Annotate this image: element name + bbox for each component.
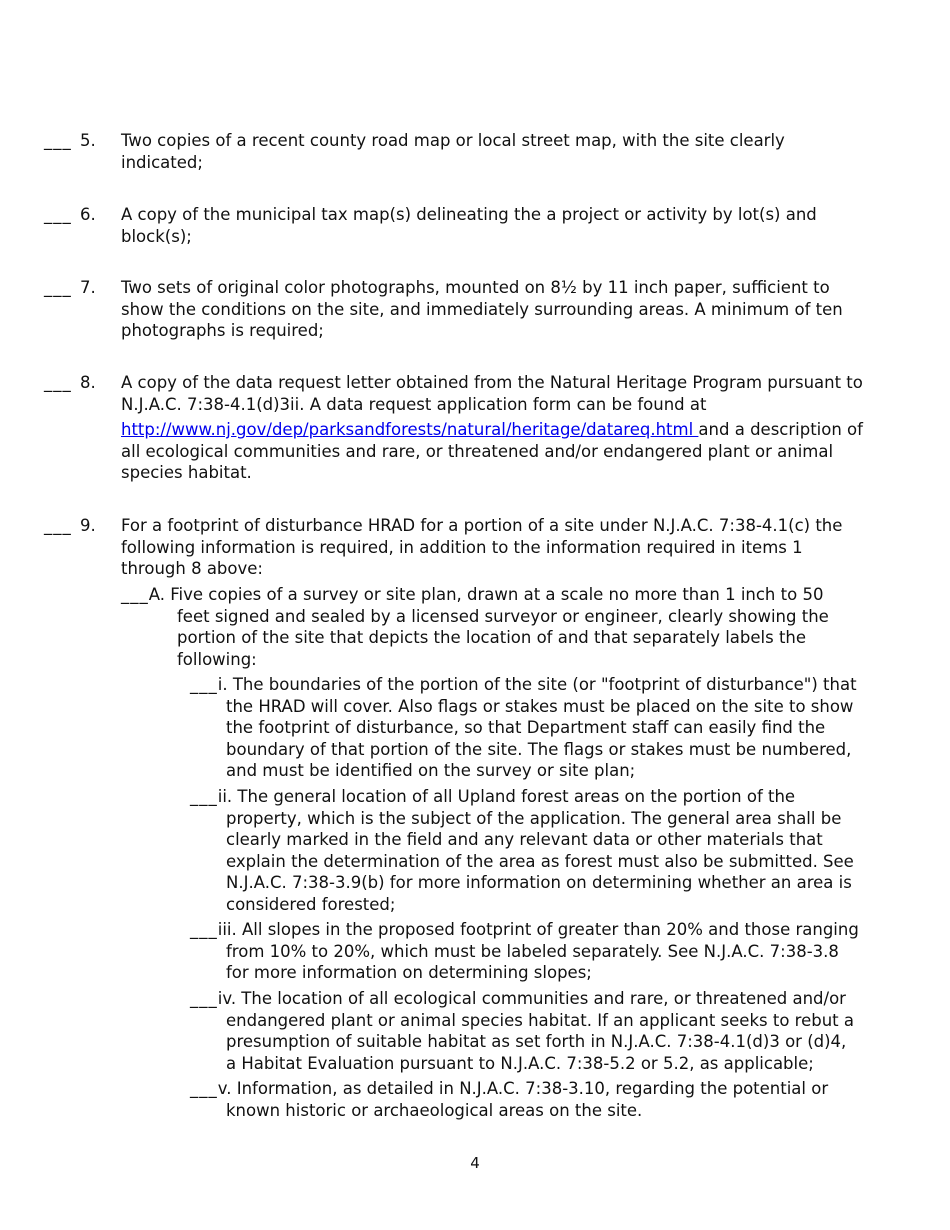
item-text xyxy=(121,372,866,484)
item-text-continuation: and a description of all ecological communities and rare, or threatened and/or endangered plant or animal species habitat. xyxy=(121,420,863,482)
checkbox-blank[interactable]: ___ xyxy=(121,585,149,604)
sub-item-text: iii. All slopes in the proposed footprint of greater than 20% and those ranging from 10% to 20%, which must be labeled separately. See N.J.A.C. 7:38-3.8 for more information on determining slopes; xyxy=(217,920,859,982)
item-text: For a footprint of disturbance HRAD for a portion of a site under N.J.A.C. 7:38-4.1(c) the following information is required, in addition to the information required in items 1 through 8 above: xyxy=(121,516,843,578)
checkbox-blank[interactable]: ___ xyxy=(190,920,218,939)
item-text: Two sets of original color photographs, mounted on 8½ by 11 inch paper, sufficient to show the conditions on the site, and immediately surrounding areas. A minimum of ten photographs is required; xyxy=(121,278,843,340)
sub-item-iii xyxy=(190,919,860,984)
sub-item-text: v. Information, as detailed in N.J.A.C. 7:38-3.10, regarding the potential or known historic or archaeological areas on the site. xyxy=(217,1079,829,1120)
item-number: 5. xyxy=(80,131,96,150)
checkbox-blank[interactable]: ___ xyxy=(44,516,72,535)
checkbox-blank[interactable]: ___ xyxy=(44,131,72,150)
checkbox-blank[interactable]: ___ xyxy=(190,1079,218,1098)
sub-item-ii xyxy=(190,786,860,915)
item-number: 6. xyxy=(80,205,96,224)
sub-item-text: i. The boundaries of the portion of the site (or "footprint of disturbance") that the HRAD will cover. Also flags or stakes must be placed on the site to show the footprint of disturbance, so that Department staff can easily find the boundary of that portion of the site. The flags or stakes must be numbered, and must be identified on the survey or site plan; xyxy=(217,675,857,780)
checkbox-blank[interactable]: ___ xyxy=(44,205,72,224)
sub-item-text: iv. The location of all ecological communities and rare, or threatened and/or endangered plant or animal species habitat. If an applicant seeks to rebut a presumption of suitable habitat as set forth in N.J.A.C. 7:38-4.1(d)3 or (d)4, a Habitat Evaluation pursuant to N.J.A.C. 7:38-5.2 or 5.2, as applicable; xyxy=(217,989,854,1073)
checkbox-blank[interactable]: ___ xyxy=(190,989,218,1008)
item-text: Two copies of a recent county road map or local street map, with the site clearly indicated; xyxy=(121,131,785,172)
checkbox-blank[interactable]: ___ xyxy=(44,373,72,392)
checkbox-blank[interactable]: ___ xyxy=(44,278,72,297)
item-number: 9. xyxy=(80,516,96,535)
sub-item-text: A. Five copies of a survey or site plan, drawn at a scale no more than 1 inch to 50 feet signed and sealed by a licensed surveyor or engineer, clearly showing the portion of the site that depicts the location of and that separately labels the following: xyxy=(148,585,829,669)
sub-item-v xyxy=(190,1078,860,1121)
item-text-intro: A copy of the data request letter obtained from the Natural Heritage Program pursuant to N.J.A.C. 7:38-4.1(d)3ii. A data request application form can be found at xyxy=(121,373,863,414)
natural-heritage-link[interactable]: http://www.nj.gov/dep/parksandforests/natural/heritage/datareq.html xyxy=(121,420,699,439)
page-number: 4 xyxy=(470,1154,480,1172)
checkbox-blank[interactable]: ___ xyxy=(190,675,218,694)
item-number: 8. xyxy=(80,373,96,392)
sub-item-iv xyxy=(190,988,860,1074)
item-text: A copy of the municipal tax map(s) delineating the a project or activity by lot(s) and block(s); xyxy=(121,205,817,246)
sub-item-i xyxy=(190,674,860,782)
sub-item-text: ii. The general location of all Upland forest areas on the portion of the property, which is the subject of the application. The general area shall be clearly marked in the field and any relevant data or other materials that explain the determination of the area as forest must also be submitted. See N.J.A.C. 7:38-3.9(b) for more information on determining whether an area is considered forested; xyxy=(217,787,854,914)
checkbox-blank[interactable]: ___ xyxy=(190,787,218,806)
item-number: 7. xyxy=(80,278,96,297)
sub-item-a xyxy=(121,584,836,670)
